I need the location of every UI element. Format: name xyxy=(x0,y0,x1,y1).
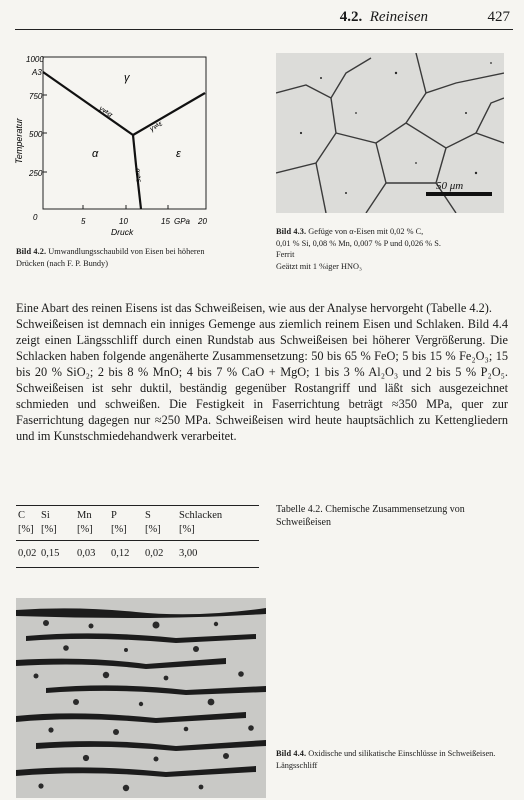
y-tick-0: 0 xyxy=(33,213,38,222)
figure-4-2-caption xyxy=(16,246,221,269)
caption-line-2: 0,01 % Si, 0,08 % Mn, 0,007 % P und 0,026 % S. xyxy=(276,238,441,248)
y-tick-a3: A3 xyxy=(32,68,42,77)
y-tick-500: 500 xyxy=(29,130,43,139)
y-tick-750: 750 xyxy=(29,92,43,101)
header-p: P xyxy=(111,510,117,521)
caption-line-1: Gefüge von α-Eisen mit 0,02 % C, xyxy=(308,227,424,236)
section-title: Reineisen xyxy=(369,9,428,25)
caption-label: Bild 4.4. xyxy=(276,749,307,758)
figure-4-3-caption xyxy=(276,226,511,272)
body-text xyxy=(16,300,508,444)
phase-epsilon: ε xyxy=(176,148,181,160)
table-mid-rule xyxy=(16,540,259,541)
section-number: 4.2. xyxy=(339,9,363,25)
unit-c: [%] xyxy=(18,524,34,535)
caption-text: Umwandlungsschaubild von Eisen bei höheren Drücken (nach F. P. Bundy) xyxy=(16,247,205,268)
phase-diagram xyxy=(8,45,223,245)
running-title xyxy=(340,9,428,26)
table-units-row xyxy=(18,524,222,538)
unit-si: [%] xyxy=(41,524,57,535)
value-si: 0,15 xyxy=(41,548,60,559)
page-number: 427 xyxy=(487,9,510,25)
ferrite-micrograph xyxy=(276,53,504,213)
label-alpha-epsilon: α⇌ε xyxy=(133,167,144,183)
label-gamma-alpha: γ⇌α xyxy=(97,103,115,120)
x-unit-gpa: GPa xyxy=(174,217,191,226)
x-tick-10: 10 xyxy=(119,217,128,226)
scale-bar xyxy=(426,192,492,196)
value-p: 0,12 xyxy=(111,548,130,559)
value-mn: 0,03 xyxy=(77,548,96,559)
x-tick-15: 15 xyxy=(161,217,170,226)
boundary-gamma-epsilon xyxy=(133,93,205,135)
header-c: C xyxy=(18,510,26,521)
value-c: 0,02 xyxy=(18,548,37,559)
y-tick-1000: 1000 xyxy=(26,55,44,64)
scale-bar-label: 50 μm xyxy=(436,180,464,192)
value-schlacken: 3,00 xyxy=(179,548,198,559)
boundary-gamma-alpha xyxy=(43,72,133,135)
unit-p: [%] xyxy=(111,524,127,535)
caption-line-3: Ferrit xyxy=(276,250,295,259)
chemical-composition-table xyxy=(18,510,222,562)
caption-line-4: Geätzt mit 1 %iger HNO₃ xyxy=(276,261,362,271)
caption-label: Bild 4.2. xyxy=(16,247,47,256)
y-tick-250: 250 xyxy=(29,169,43,178)
header-mn: Mn xyxy=(77,510,92,521)
unit-schlacken: [%] xyxy=(179,524,195,535)
header-schlacken: Schlacken xyxy=(179,510,223,521)
unit-mn: [%] xyxy=(77,524,93,535)
caption-text: Oxidische und silikatische Einschlüsse in Schweißeisen. Längsschliff xyxy=(276,749,496,770)
figure-4-4-caption xyxy=(276,748,506,771)
label-gamma-epsilon: γ⇌ε xyxy=(147,118,164,134)
table-bottom-rule xyxy=(16,567,259,568)
value-s: 0,02 xyxy=(145,548,164,559)
unit-s: [%] xyxy=(145,524,161,535)
y-axis-label: Temperatur xyxy=(14,118,24,164)
inclusions-micrograph xyxy=(16,598,266,798)
table-4-2-caption: Tabelle 4.2. Chemische Zusammensetzung von Schweißeisen xyxy=(276,504,465,528)
x-tick-5: 5 xyxy=(81,217,86,226)
x-axis-label: Druck xyxy=(111,227,134,237)
header-s: S xyxy=(145,510,151,521)
table-header-row xyxy=(18,510,222,524)
x-tick-20: 20 xyxy=(198,217,207,226)
header-rule xyxy=(15,29,513,30)
paragraph-1: Eine Abart des reinen Eisens ist das Schweißeisen, wie aus der Analyse hervorgeht (Tabelle 4.2). xyxy=(16,301,492,315)
phase-gamma: γ xyxy=(124,72,130,84)
caption-label: Bild 4.3. xyxy=(276,227,307,236)
paragraph-2: Schweißeisen ist demnach ein inniges Gemenge aus ziemlich reinem Eisen und Schlaken. Bild 4.4 zeigt einen Längsschliff durch einen Rundstab aus Schweißeisen bei höherer Vergrößerung. Die Schlacken haben folgende angenäherte Zusammensetzung: 50 bis 65 % FeO; 5 bis 15 % Fe₂O₃; 15 bis 20 % SiO₂; 2 bis 8 % MnO; 4 bis 7 % CaO + MgO; 1 bis 3 % Al₂O₃ und 2 bis 5 % P₂O₅. Schweißeisen ist sehr duktil, beständig gegenüber Rostangriff und läßt sich ausgezeichnet schmieden und schweißen. Die Festigkeit in Faserrichtung beträgt ≈350 MPa, quer zur Faserrichtung dagegen nur ≈250 MPa. Schweißeisen wird heute hauptsächlich zu Kettengliedern und im Kunstschmiedehandwerk verarbeitet. xyxy=(16,317,508,443)
table-row xyxy=(18,548,222,562)
table-top-rule xyxy=(16,505,259,506)
header-si: Si xyxy=(41,510,50,521)
phase-alpha: α xyxy=(92,148,99,160)
